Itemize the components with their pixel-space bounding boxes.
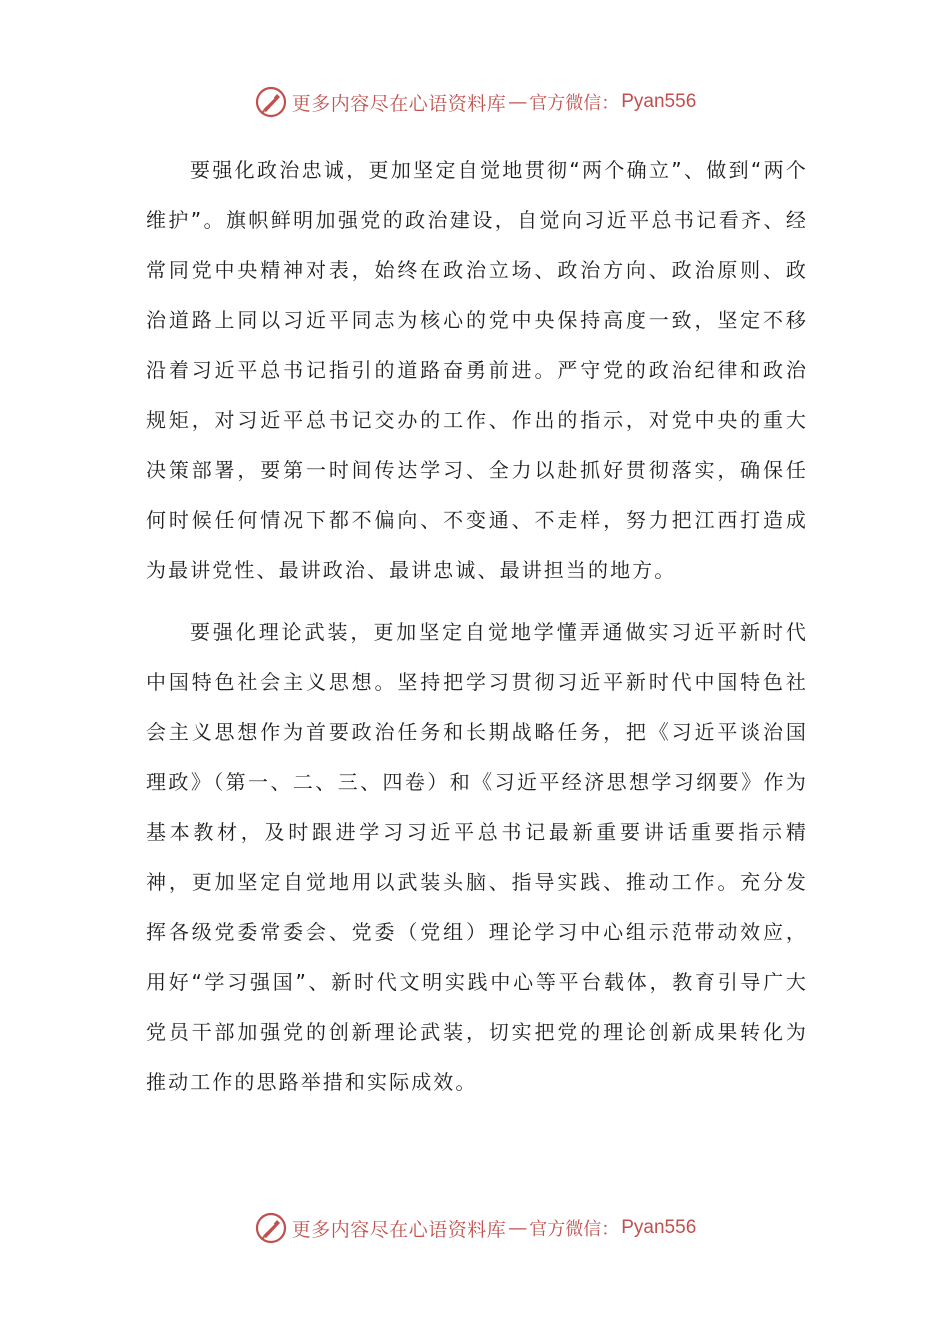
paragraph-theoretical-armament: 要强化理论武装，更加坚定自觉地学懂弄通做实习近平新时代中国特色社会主义思想。坚持把学习贯彻习近平新时代中国特色社会主义思想作为首要政治任务和长期战略任务，把《习近平谈治国理政》（第一、二、三、四卷）和《习近平经济思想学习纲要》作为基本教材，及时跟进学习习近平总书记最新重要讲话重要指示精神，更加坚定自觉地用以武装头脑、指导实践、推动工作。充分发挥各级党委常委会、党委（党组）理论学习中心组示范带动效应，用好“学习强国”、新时代文明实践中心等平台载体，教育引导广大党员干部加强党的创新理论武装，切实把党的理论创新成果转化为推动工作的思路举措和实际成效。 [146, 620, 808, 1094]
brand-dash: — [508, 1217, 528, 1239]
brand-dash: — [508, 91, 528, 113]
footer-watermark-banner [0, 1208, 950, 1248]
wechat-label: 官方微信： [529, 1219, 620, 1240]
wechat-id: Pyan556 [621, 1217, 697, 1238]
document-body [146, 145, 808, 1107]
brand-text: 更多内容尽在心语资料库 [291, 1218, 507, 1241]
paragraph-political-loyalty: 要强化政治忠诚，更加坚定自觉地贯彻“两个确立”、做到“两个维护”。旗帜鲜明加强党的政治建设，自觉向习近平总书记看齐、经常同党中央精神对表，始终在政治立场、政治方向、政治原则、政治道路上同以习近平同志为核心的党中央保持高度一致，坚定不移沿着习近平总书记指引的道路奋勇前进。严守党的政治纪律和政治规矩，对习近平总书记交办的工作、作出的指示，对党中央的重大决策部署，要第一时间传达学习、全力以赴抓好贯彻落实，确保任何时候任何情况下都不偏向、不变通、不走样，努力把江西打造成为最讲党性、最讲政治、最讲忠诚、最讲担当的地方。 [146, 158, 808, 582]
header-watermark-banner [0, 82, 950, 122]
brand-text: 更多内容尽在心语资料库 [291, 92, 507, 115]
wechat-id: Pyan556 [621, 91, 697, 112]
quill-pen-icon [254, 85, 288, 119]
quill-pen-icon [254, 1211, 288, 1245]
wechat-label: 官方微信： [529, 93, 620, 114]
